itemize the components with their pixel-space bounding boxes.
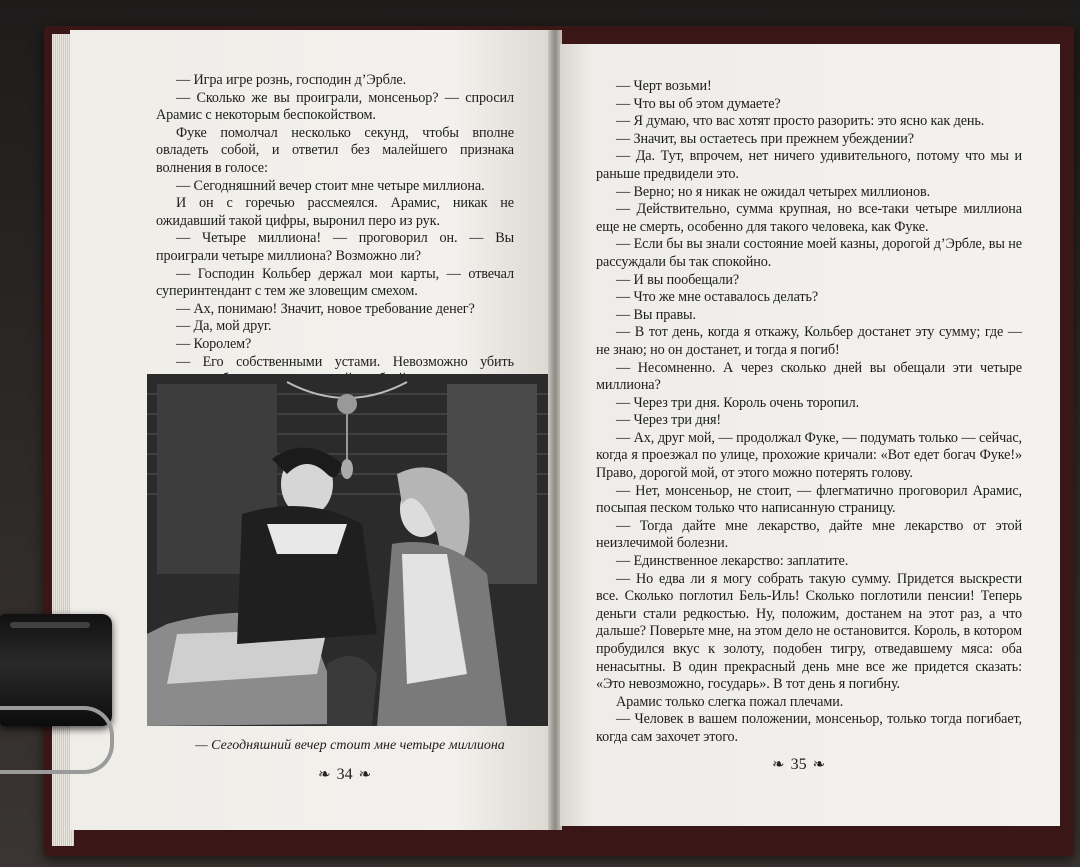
paragraph: — И вы пообещали? [616, 271, 740, 288]
paragraph: — Его собственными устами. Невозможно убить [176, 353, 514, 370]
paragraph: — Королем? [176, 335, 252, 352]
paragraph: Фуке помолчал несколько секунд, чтобы вполне овладеть собой, и ответил без малейшего признака волнения в голосе: [156, 124, 514, 176]
paragraph: — Значит, вы остаетесь при прежнем убеждении? [616, 130, 914, 147]
ornament-icon: ❧ [358, 767, 372, 783]
ornament-icon: ❧ [318, 767, 331, 783]
paragraph: — Нет, монсеньор, не стоит, — флегматично проговорил Арамис, посыпая песком только что написанную страницу. [596, 482, 1022, 517]
paragraph: — Сколько же вы проиграли, монсеньор? — спросил Арамис с некоторым беспокойством. [156, 89, 514, 124]
paragraph: — Ах, понимаю! Значит, новое требование денег? [176, 300, 475, 317]
paragraph: — Ах, друг мой, — продолжал Фуке, — подумать только — сейчас, когда я проезжал по улице, прохожие кричали: «Вот едет богач Фуке!» Право, дорогой мой, от этого можно потерять голову. [596, 429, 1022, 482]
paragraph: — Человек в вашем положении, монсеньор, только тогда погибает, когда сам захочет этого. [596, 711, 1022, 745]
paragraph: — Верно; но я никак не ожидал четырех миллионов. [616, 183, 931, 200]
paragraph: — Черт возьми! [616, 78, 712, 94]
engraving-illustration [147, 374, 551, 726]
paragraph: — Господин Кольбер держал мои карты, — отвечал суперинтендант с тем же зловещим смехом. [156, 265, 514, 300]
left-page-text [156, 72, 514, 389]
page-number-left [318, 765, 371, 784]
paragraph: — Но едва ли я могу собрать такую сумму. Придется выскрести все. Сколько поглотил Бель-Иль! Сколько поглотили пенсии! Теперь деньги стали редкостью. Ну, положим, достанем на этот раз, а что дальше? Поверьте мне, на этом дело не остановится. Король, в котором пробудился вкус к золоту, подобен тигру, отведавшему мяса: оба ненасытны. В один прекрасный день мне все же придется сказать: «Это невозможно, государь». В тот день я погибну. [596, 570, 1022, 693]
paragraph: — Сегодняшний вечер стоит мне четыре миллиона. [176, 177, 485, 194]
paragraph: И он с горечью рассмеялся. Арамис, никак не ожидавший такой цифры, выронил перо из рук. [156, 195, 514, 229]
paragraph: — В тот день, когда я откажу, Кольбер достанет эту сумму; где — не знаю; но он достанет, и тогда я погиб! [596, 324, 1022, 358]
paragraph: — Несомненно. А через сколько дней вы обещали эти четыре миллиона? [596, 359, 1022, 394]
left-page [70, 30, 550, 830]
page-number-right [772, 755, 825, 774]
page-number-value: 34 [336, 765, 353, 783]
paragraph: — Игра игре рознь, господин д’Эрбле. [176, 72, 407, 88]
page-number-value: 35 [790, 755, 807, 773]
paragraph: — Я думаю, что вас хотят просто разорить: это ясно как день. [616, 113, 985, 130]
paragraph: — Через три дня. Король очень торопил. [616, 394, 860, 411]
paragraph: — Единственное лекарство: заплатите. [616, 553, 849, 570]
paragraph: — Что же мне оставалось делать? [616, 289, 819, 306]
ornament-icon: ❧ [812, 757, 826, 773]
paragraph: — Через три дня! [616, 412, 722, 429]
right-page [560, 44, 1060, 826]
right-page-text [596, 78, 1022, 747]
paragraph: — Если бы вы знали состояние моей казны, дорогой д’Эрбле, вы не рассуждали бы так спокойно. [596, 236, 1022, 270]
paragraph: — Да. Тут, впрочем, нет ничего удивительного, потому что мы и раньше предвидели это. [596, 148, 1022, 182]
paragraph: — Что вы об этом думаете? [616, 95, 781, 112]
ornament-icon: ❧ [772, 757, 785, 773]
paragraph: — Да, мой друг. [176, 318, 272, 335]
paragraph: — Вы правы. [616, 306, 696, 323]
paragraph: — Четыре миллиона! — проговорил он. — Вы проиграли четыре миллиона? Возможно ли? [156, 230, 514, 264]
paragraph: Арамис только слегка пожал плечами. [616, 693, 844, 710]
paragraph: — Действительно, сумма крупная, но все-таки четыре миллиона еще не смерть, особенно для такого человека, как Фуке. [596, 201, 1022, 235]
binder-clip-wire [0, 706, 114, 774]
paragraph: — Тогда дайте мне лекарство, дайте мне лекарство от этой неизлечимой болезни. [596, 517, 1022, 552]
illustration-caption: — Сегодняшний вечер стоит мне четыре миллиона [195, 738, 505, 753]
